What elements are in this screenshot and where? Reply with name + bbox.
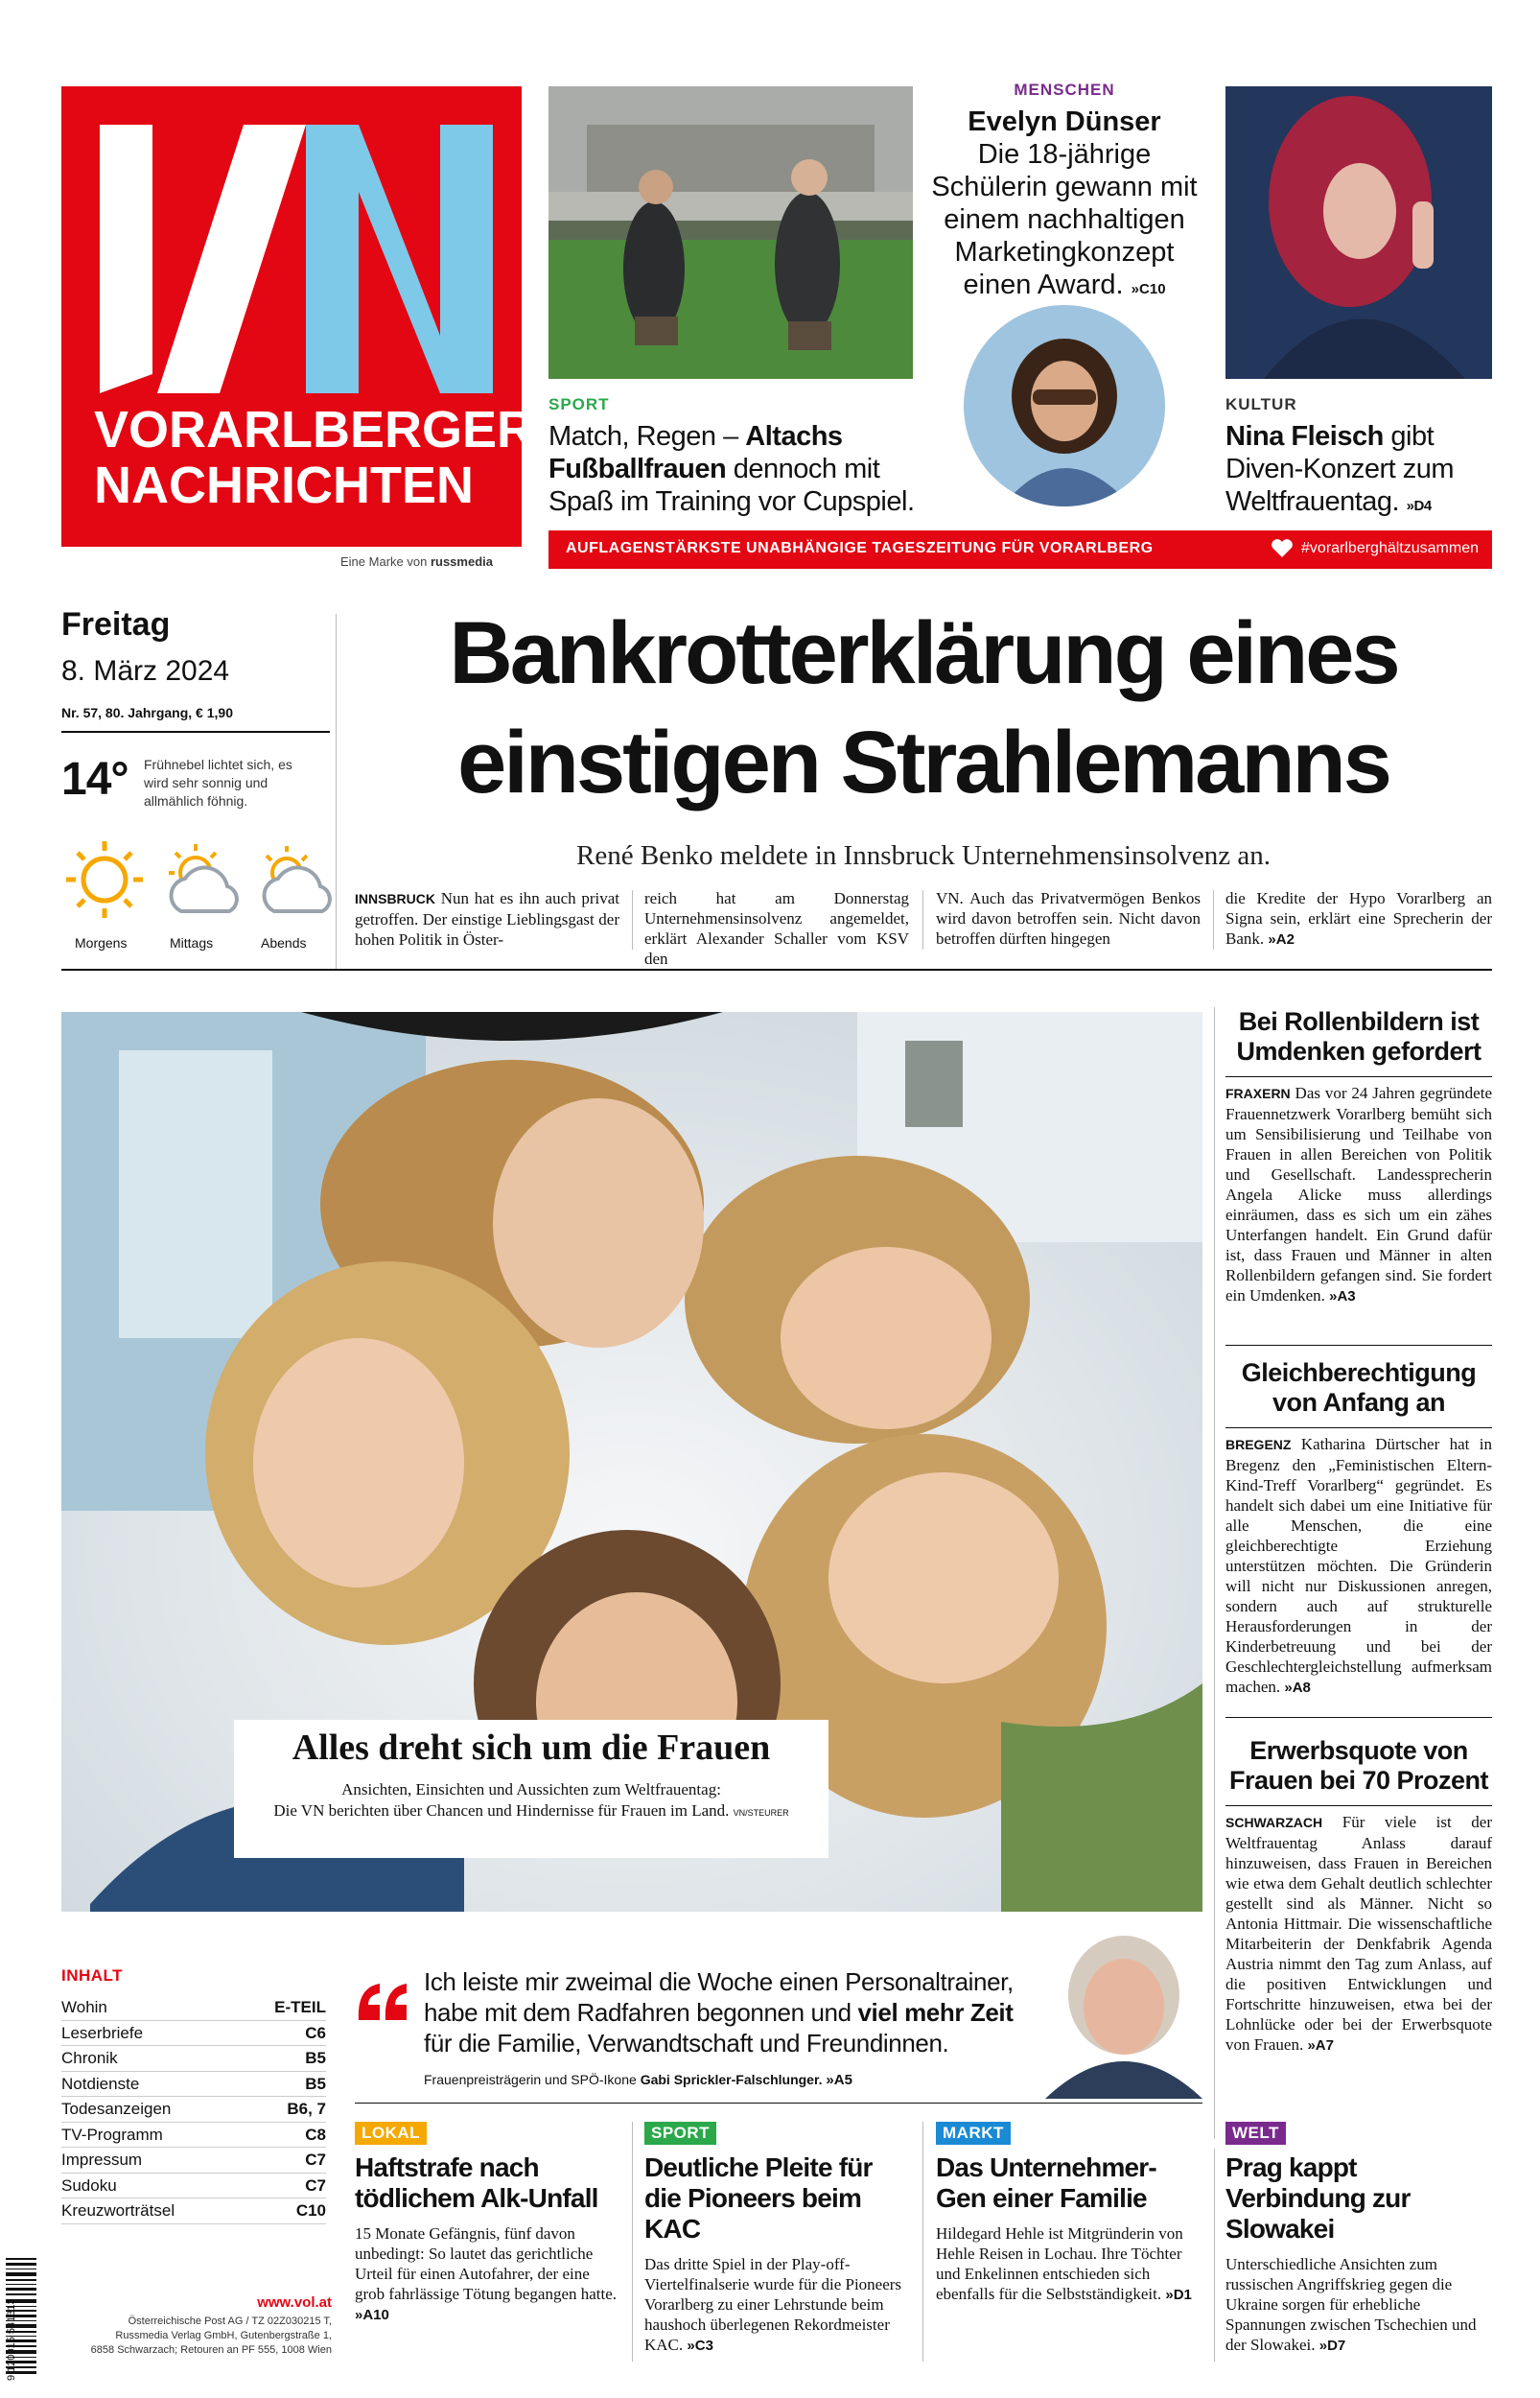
kultur-text: gibt Diven-Konzert zum Weltfrauentag. — [1225, 421, 1455, 517]
kultur-teaser-photo[interactable] — [1225, 86, 1492, 379]
footer-line1: Österreichische Post AG / TZ 02Z030215 T, — [128, 2316, 332, 2327]
dateline-divider — [336, 614, 337, 969]
bottom-tag-lokal: LOKAL — [355, 2122, 427, 2145]
photo-caption-line2-text: Die VN berichten über Chancen und Hindernisse für Frauen im Land. — [273, 1801, 730, 1820]
quote-bold: viel mehr Zeit — [857, 1998, 1014, 2027]
masthead-line1: VORARLBERGER — [94, 401, 535, 458]
inhalt-page: C6 — [305, 2023, 326, 2042]
bottom-head-1: Haftstrafe nach tödlichem Alk-Unfall — [355, 2152, 598, 2213]
lead-divider-3 — [1213, 890, 1214, 950]
cloud-sun-icon — [265, 846, 330, 911]
bottom-teaser-2[interactable] — [644, 2122, 909, 2356]
side-story-1-body: Das vor 24 Jahren gegründete Frauennetzwerk Vorarlberg bemüht sich um Sensibilisierung und Teilhabe von Frauen in allen Bereichen von Politik und Gesellschaft. Landessprecherin Angela Alicke muss allerdings einräumen, dass es sich um ein zähes Unterfangen handelt. Ein Grund dafür ist, dass Frauen und Männer in alten Rollenbildern gefangen sind. Sie fordert ein Umdenken. — [1225, 1084, 1492, 1305]
lead-col-3: VN. Auch das Privatvermögen Benkos wird davon betroffen sein. Nicht davon betroffen dürften hingegen — [936, 889, 1201, 948]
quote-attrib-name: Gabi Sprickler-Falschlunger. — [640, 2072, 823, 2087]
lead-col-4 — [1225, 888, 1492, 950]
side-story-1-head: Bei Rollenbildern ist Umdenken gefordert — [1236, 1007, 1482, 1066]
inhalt-label: Wohin — [61, 1998, 107, 2016]
side-divider-1 — [1225, 1345, 1492, 1346]
bottom-text-1 — [355, 2223, 619, 2325]
weather-text: Frühnebel lichtet sich, es wird sehr sonnig und allmählich föhnig. — [144, 757, 292, 809]
kultur-kicker: KULTUR — [1225, 395, 1297, 413]
weather-label-noon: Mittags — [170, 935, 214, 951]
inhalt-page: C7 — [305, 2175, 326, 2195]
kultur-teaser-text[interactable] — [1225, 420, 1494, 523]
quote-bottom-rule — [355, 2103, 1202, 2104]
side-story-3-body: Für viele ist der Weltfrauentag Anlass darauf hinzuweisen, dass Frauen in Bereichen wie etwa dem Gehalt deutlich schlechter gestellt sind als Männer. Nicht so Antonia Hittmair. Die wissenschaftliche Mitarbeiterin der Denkfabrik Agenda Austria nimmt den Tag zum Anlass, auf die positiven Entwicklungen und Fortschritte hinzuweisen, etwa bei der Lohnlücke oder bei der Erwerbsquote von Frauen. — [1225, 1813, 1493, 2054]
footer-line2: Russmedia Verlag GmbH, Gutenbergstraße 1, — [115, 2330, 332, 2341]
kultur-ref: »D4 — [1406, 498, 1432, 514]
bottom-text-4-body: Unterschiedliche Ansichten zum russischen Angriffskrieg gegen die Ukraine sorgen für erhebliche Spannungen zwischen Tschechien und der Slowakei. — [1225, 2255, 1477, 2354]
side-story-2-body: Katharina Dürtscher hat in Bregenz den „Feministischen Eltern-Kind-Treff Vorarlberg“ gegründet. Es handelt sich dabei um eine Initiative für alle Menschen, die eine gleichberechtigte Erziehung unterstützen möchten. Die Gründerin will nicht nur Diskussionen anregen, sondern auch auf strukturelle Herausforderungen in der Kinderbetreuung und bei der Geschlechtergleichstellung aufmerksam machen. — [1225, 1435, 1492, 1696]
masthead-line2: NACHRICHTEN — [94, 457, 474, 514]
sport-teaser-photo[interactable] — [548, 86, 913, 379]
inhalt-page: B5 — [305, 2074, 326, 2093]
bottom-ref-1: »A10 — [355, 2307, 389, 2323]
inhalt-label: Kreuzworträtsel — [61, 2201, 175, 2220]
side-story-1[interactable] — [1225, 1007, 1492, 1306]
lead-col4-text: die Kredite der Hypo Vorarlberg an Signa sein, erklärt eine Sprecherin der Bank. — [1225, 889, 1492, 948]
photo-caption-line1: Ansichten, Einsichten und Aussichten zum Weltfrauentag: — [341, 1780, 721, 1798]
bottom-teaser-3[interactable] — [936, 2122, 1201, 2305]
bottom-head-2: Deutliche Pleite für die Pioneers beim KAC — [644, 2152, 873, 2244]
inhalt-row[interactable] — [61, 2097, 326, 2123]
menschen-ref: »C10 — [1131, 281, 1166, 297]
bottom-ref-2: »C3 — [687, 2338, 713, 2354]
inhalt-row[interactable] — [61, 2021, 326, 2047]
main-photo[interactable] — [61, 1012, 1202, 1912]
side-story-1-ref: »A3 — [1329, 1288, 1356, 1305]
side-story-3-place: SCHWARZACH — [1225, 1815, 1323, 1830]
inhalt-title: INHALT — [61, 1966, 124, 1985]
inhalt-label: TV-Programm — [61, 2125, 163, 2144]
side-story-2-ref: »A8 — [1284, 1680, 1311, 1696]
dateline-day: Freitag — [61, 606, 171, 643]
lead-col1-text: Nun hat es ihn auch privat getroffen. Der einstige Lieblingsgast der hohen Politik in Öster- — [355, 889, 619, 949]
dateline-date: 8. März 2024 — [61, 655, 230, 687]
inhalt-page: C10 — [295, 2201, 326, 2220]
side-story-2-text — [1225, 1434, 1492, 1698]
lead-headline[interactable] — [355, 599, 1492, 817]
barcode-number: 9 120015 541313 — [6, 2298, 17, 2381]
side-story-1-text — [1225, 1083, 1492, 1306]
brand-note — [340, 554, 493, 569]
inhalt-page: B6, 7 — [287, 2100, 326, 2118]
photo-caption — [234, 1720, 828, 1858]
bottom-text-1-body: 15 Monate Gefängnis, fünf davon unbedingt: So lautet das gerichtliche Urteil für einen Autofahrer, der eine grob fahrlässige Tötung begangen hatte. — [355, 2224, 618, 2303]
inhalt-label: Impressum — [61, 2151, 143, 2169]
footer-block — [67, 2294, 332, 2358]
quote-ref: »A5 — [826, 2072, 852, 2088]
inhalt-row[interactable] — [61, 2123, 326, 2149]
bottom-head-4: Prag kappt Verbindung zur Slowakei — [1225, 2152, 1411, 2244]
singer-photo — [1225, 86, 1492, 379]
side-story-3-ref: »A7 — [1307, 2037, 1334, 2054]
lead-headline-line2: einstigen Strahlemanns — [457, 714, 1389, 811]
footer-url[interactable]: www.vol.at — [257, 2294, 332, 2311]
bottom-text-4 — [1225, 2254, 1492, 2356]
inhalt-page: C7 — [305, 2151, 326, 2169]
side-divider-2 — [1225, 1717, 1492, 1718]
dateline-rule — [61, 731, 330, 733]
side-story-2-head: Gleichberechtigung von Anfang an — [1241, 1358, 1477, 1417]
inhalt-row[interactable] — [61, 2148, 326, 2174]
bottom-text-3-body: Hildegard Hehle ist Mitgründerin von Hehle Reisen in Lochau. Ihre Töchter und Enkelinnen entschieden sich ebenfalls für die Selbstständigkeit. — [936, 2224, 1183, 2303]
football-photo — [548, 86, 913, 379]
bottom-divider-2 — [922, 2122, 923, 2362]
bottom-ref-4: »D7 — [1318, 2338, 1346, 2354]
lead-subhead: René Benko meldete in Innsbruck Unternehmensinsolvenz an. — [576, 840, 1271, 871]
hashtag — [1271, 539, 1479, 558]
side-story-3-text — [1225, 1812, 1492, 2056]
kultur-bold: Nina Fleisch — [1225, 421, 1384, 452]
side-story-3-head: Erwerbsquote von Frauen bei 70 Prozent — [1228, 1736, 1489, 1795]
lead-col-2: reich hat am Donnerstag Unternehmensinsolvenz angemeldet, erklärt Alexander Schaller vom KSV den — [644, 889, 909, 968]
lead-col-1 — [355, 888, 619, 950]
brand-note-text: Eine Marke von — [340, 554, 428, 569]
sport-teaser-kicker: SPORT — [548, 395, 610, 413]
sun-icon — [66, 841, 143, 918]
inhalt-row[interactable] — [61, 2046, 326, 2072]
quote-text — [424, 1966, 1028, 2058]
quote-attribution — [424, 2072, 852, 2088]
inhalt-box — [61, 1966, 326, 2224]
menschen-text-body: Die 18-jährige Schülerin gewann mit einem nachhaltigen Marketingkonzept einen Award. — [931, 139, 1198, 300]
bottom-divider-3 — [1214, 2149, 1215, 2362]
brand-name: russmedia — [430, 554, 493, 569]
lead-ref: »A2 — [1268, 931, 1295, 948]
bottom-tag-sport: SPORT — [644, 2122, 716, 2145]
bottom-teaser-1[interactable] — [355, 2122, 619, 2325]
masthead-logo[interactable] — [61, 86, 535, 547]
side-story-3[interactable] — [1225, 1736, 1492, 2056]
sun-cloud-icon — [169, 844, 237, 911]
weather-label-evening: Abends — [261, 935, 307, 951]
bottom-text-2-body: Das dritte Spiel in der Play-off-Viertelfinalserie wurde für die Pioneers Vorarlberg zu einer Lehrstunde beim haushoch überlegenen Rekordmeister KAC. — [644, 2255, 902, 2354]
inhalt-row[interactable] — [61, 2198, 326, 2224]
quote-post: für die Familie, Verwandtschaft und Freundinnen. — [424, 2029, 949, 2057]
tagline-bar — [548, 530, 1492, 569]
hashtag-text: #vorarlberghältzusammen — [1301, 540, 1479, 556]
quote-block[interactable] — [355, 1966, 1202, 2091]
quote-mark-icon — [355, 1978, 410, 2024]
bottom-ref-3: »D1 — [1165, 2287, 1192, 2303]
menschen-portrait — [964, 305, 1165, 506]
menschen-kicker: MENSCHEN — [1014, 81, 1115, 99]
bottom-teaser-4[interactable] — [1225, 2122, 1492, 2356]
menschen-teaser[interactable] — [925, 81, 1203, 306]
bottom-tag-welt: WELT — [1225, 2122, 1286, 2145]
side-column-divider — [1214, 1007, 1215, 2139]
photo-credit: VN/STEURER — [733, 1808, 789, 1818]
sport-teaser-pre: Match, Regen – — [548, 421, 746, 452]
inhalt-label: Chronik — [61, 2049, 118, 2067]
inhalt-row[interactable] — [61, 2174, 326, 2199]
quote-attrib-pre: Frauenpreisträgerin und SPÖ-Ikone — [424, 2072, 641, 2087]
bottom-divider-1 — [632, 2122, 633, 2362]
sport-teaser-bold: Altachs Fußballfrauen — [548, 421, 843, 484]
bottom-tag-markt: MARKT — [936, 2122, 1011, 2145]
dateline-issue: Nr. 57, 80. Jahrgang, € 1,90 — [61, 705, 233, 720]
footer-line3: 6858 Schwarzach; Retouren an PF 555, 1008 Wien — [90, 2344, 332, 2356]
inhalt-label: Sudoku — [61, 2175, 117, 2195]
bottom-head-3: Das Unternehmer-Gen einer Familie — [936, 2152, 1156, 2213]
inhalt-label: Todesanzeigen — [61, 2100, 172, 2118]
inhalt-row[interactable] — [61, 2072, 326, 2098]
side-story-2-place: BREGENZ — [1225, 1437, 1292, 1452]
inhalt-page: C8 — [305, 2125, 326, 2144]
quote-pre: Ich leiste mir zweimal die Woche einen Personaltrainer, habe mit dem Radfahren begonnen und — [424, 1967, 1014, 2027]
inhalt-row[interactable] — [61, 1995, 326, 2021]
menschen-name: Evelyn Dünser — [968, 106, 1161, 137]
lead-divider-2 — [922, 890, 923, 950]
weather-temp: 14° — [61, 754, 128, 805]
inhalt-page: E-TEIL — [274, 1998, 326, 2016]
sport-teaser-post: dennoch mit Spaß im Training vor Cupspiel. — [548, 454, 915, 517]
inhalt-label: Notdienste — [61, 2074, 140, 2093]
bottom-text-2 — [644, 2254, 909, 2356]
photo-caption-line2 — [234, 1800, 828, 1823]
inhalt-label: Leserbriefe — [61, 2023, 144, 2042]
photo-caption-title: Alles dreht sich um die Frauen — [292, 1728, 771, 1768]
weather-icons — [61, 836, 339, 923]
bottom-text-3 — [936, 2223, 1201, 2305]
inhalt-page: B5 — [305, 2049, 326, 2067]
heart-icon — [1271, 539, 1294, 558]
weather-label-morning: Morgens — [75, 935, 128, 951]
side-story-2[interactable] — [1225, 1358, 1492, 1698]
side-story-1-place: FRAXERN — [1225, 1086, 1291, 1101]
lead-bottom-rule — [61, 969, 1492, 971]
lead-divider-1 — [632, 890, 633, 950]
menschen-text — [925, 138, 1203, 306]
tagline-text: AUFLAGENSTÄRKSTE UNABHÄNGIGE TAGESZEITUNG FÜR VORARLBERG — [566, 540, 1154, 556]
lead-headline-line1: Bankrotterklärung eines — [449, 604, 1398, 702]
lead-place: INNSBRUCK — [355, 891, 435, 906]
quote-portrait — [1045, 1928, 1202, 2099]
